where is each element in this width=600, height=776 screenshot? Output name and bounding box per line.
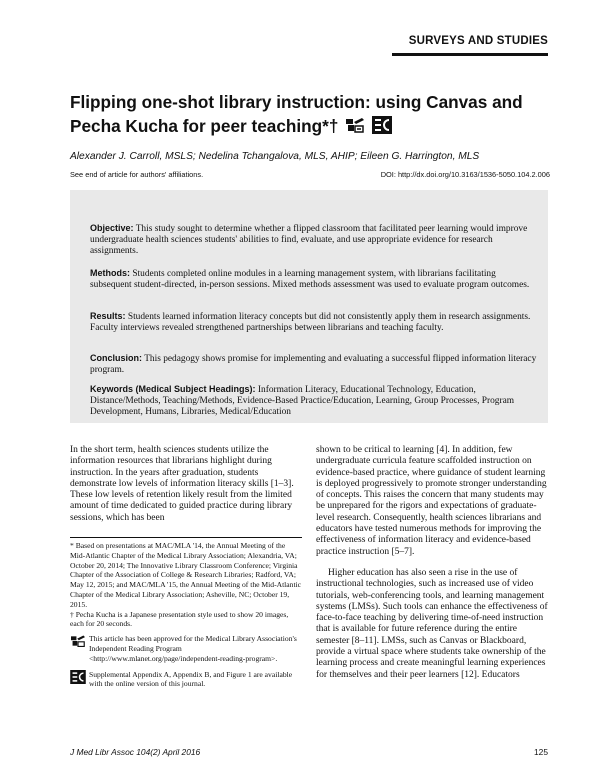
body-column-left bbox=[70, 445, 302, 524]
article-title bbox=[70, 90, 555, 140]
conclusion-text: This pedagogy shows promise for implementing and evaluating a successful flipped information literacy program. bbox=[90, 354, 537, 375]
body-paragraph: In the short term, health sciences students utilize the information resources that librarians highlight during instruction. In the years after graduation, students demonstrate low levels of information literacy skills [1–3]. These low levels of retention likely result from the limited amount of time dedicated to guided practice during library sessions, which has been bbox=[70, 445, 294, 523]
reading-program-icon bbox=[70, 634, 86, 651]
body-paragraph: shown to be critical to learning [4]. In addition, few undergraduate curricula feature scaffolded instruction on evidence-based practice, where guidance of student learning is deployed progressively to promote stronger understanding of concepts. This raises the concern that many students may be unprepared for the rigors and expectations of graduate-level research. Consequently, health sciences librarians and educators have tested numerous methods for improving the effectiveness of information literacy and evidence-based practice instruction [5–7]. bbox=[316, 445, 547, 557]
reading-program-text[interactable]: This article has been approved for the Medical Library Association's Independent Reading Program <http://www.mlanet.org/page/independent-reading-program>. bbox=[89, 634, 297, 663]
article-title-text: Flipping one-shot library instruction: using Canvas and Pecha Kucha for peer teaching bbox=[70, 92, 523, 136]
title-footnote-marks: *† bbox=[322, 116, 339, 136]
keywords-label: Keywords (Medical Subject Headings): bbox=[90, 384, 256, 394]
footnote-supplemental bbox=[70, 670, 302, 690]
page-number: 125 bbox=[534, 747, 548, 757]
methods-label: Methods: bbox=[90, 268, 130, 278]
conclusion-label: Conclusion: bbox=[90, 353, 142, 363]
abstract-results bbox=[90, 311, 538, 334]
body-column-right bbox=[316, 445, 550, 681]
footnotes bbox=[70, 541, 302, 689]
methods-text: Students completed online modules in a learning management system, with librarians facilitating subsequent student-directed, in-person sessions. Mixed methods assessment was used to evaluate program outcomes. bbox=[90, 269, 530, 290]
section-heading: SURVEYS AND STUDIES bbox=[408, 35, 548, 47]
affiliations-note: See end of article for authors' affiliations. bbox=[70, 170, 204, 179]
results-text: Students learned information literacy concepts but did not consistently apply them in research assignments. Faculty interviews revealed strengthened partnerships between librarians and teaching faculty. bbox=[90, 312, 531, 333]
abstract-objective bbox=[90, 223, 538, 257]
body-paragraph: Higher education has also seen a rise in the use of instructional technologies, such as increased use of video tutorials, web-conferencing tools, and learning management systems (LMSs). Such tools can enhance the effectiveness of face-to-face teaching by delivering time-of-need instruction that is available for future reference during the entire semester [8–11]. LMSs, such as Canvas or Blackboard, provide a virtual space where students take ownership of the learning process and create meaningful learning experiences for themselves and their peer learners [12]. Educators bbox=[316, 567, 548, 680]
abstract-box bbox=[70, 190, 548, 423]
reading-program-icon bbox=[345, 116, 365, 140]
supplemental-text: Supplemental Appendix A, Appendix B, and Figure 1 are available with the online version of this journal. bbox=[89, 669, 293, 689]
doi-link[interactable]: DOI: http://dx.doi.org/10.3163/1536-5050.104.2.006 bbox=[380, 170, 550, 179]
section-rule bbox=[392, 53, 548, 56]
footnote-reading-program bbox=[70, 634, 302, 663]
results-label: Results: bbox=[90, 311, 126, 321]
abstract-methods bbox=[90, 268, 538, 291]
abstract-conclusion bbox=[90, 353, 538, 376]
objective-text: This study sought to determine whether a flipped classroom that facilitated peer learning would improve undergraduate health sciences students' abilities to find, evaluate, and use appropriate evidence for research assignments. bbox=[90, 224, 528, 256]
footnote-presentations: * Based on presentations at MAC/MLA '14, the Annual Meeting of the Mid-Atlantic Chapter of the Medical Library Association; Alexandria, VA; October 20, 2014; The Innovative Library Classroom Conference; Virginia Chapter of the Association of College & Research Libraries; Radford, VA; May 12, 2015; and MAC/MLA '15, the Annual Meeting of the Mid-Atlantic Chapter of the Medical Library Association; Asheville, NC; October 19, 2015. bbox=[70, 541, 302, 609]
journal-citation: J Med Libr Assoc 104(2) April 2016 bbox=[70, 747, 201, 757]
keywords-text: Information Literacy, Educational Technology, Education, Distance/Methods, Teaching/Methods, Evidence-Based Practice/Education, Learning, Group Processes, Program Development, Humans, Libraries, Medical/Education bbox=[90, 385, 515, 417]
supplemental-content-icon bbox=[70, 670, 86, 687]
footnote-rule bbox=[70, 537, 302, 538]
author-list: Alexander J. Carroll, MSLS; Nedelina Tchangalova, MLS, AHIP; Eileen G. Harrington, MLS bbox=[70, 151, 480, 162]
supplemental-content-icon bbox=[372, 116, 392, 140]
abstract-keywords bbox=[90, 384, 538, 418]
objective-label: Objective: bbox=[90, 223, 134, 233]
footnote-pecha-kucha: † Pecha Kucha is a Japanese presentation style used to show 20 images, each for 20 seconds. bbox=[70, 609, 289, 629]
